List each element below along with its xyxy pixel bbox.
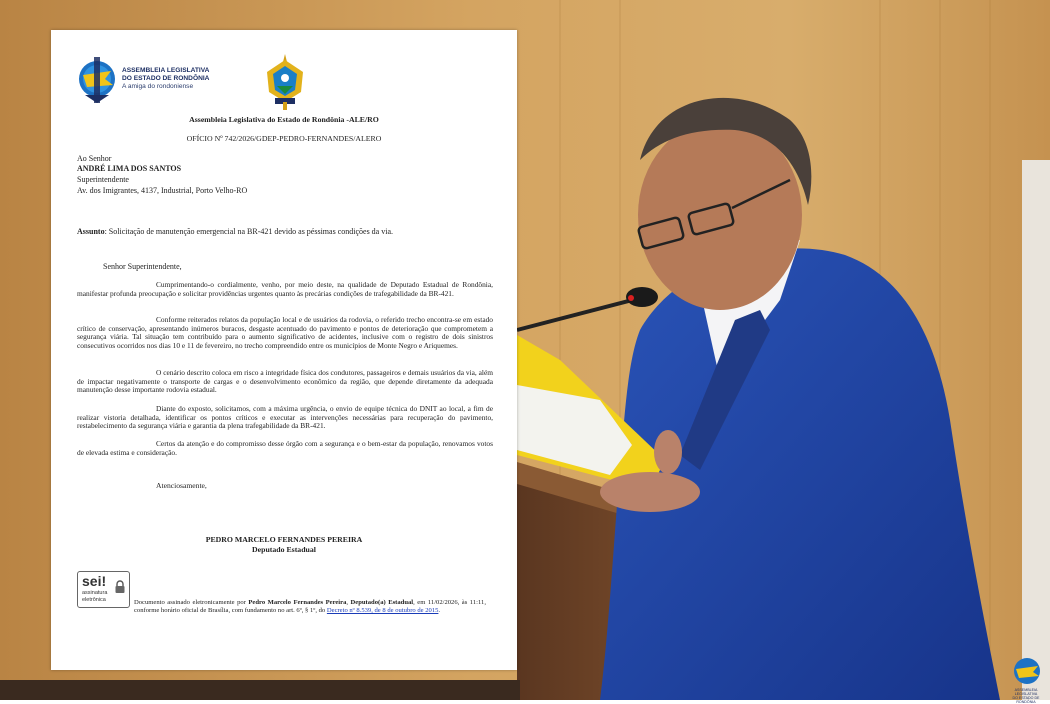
speaker-hand-2 bbox=[654, 430, 682, 474]
signer-role: Deputado Estadual bbox=[252, 545, 316, 554]
organization-title: Assembleia Legislativa do Estado de Rondônia -ALE/RO bbox=[189, 115, 379, 124]
logo-line-2: DO ESTADO DE RONDÔNIA bbox=[122, 74, 210, 82]
paragraph-2: Conforme reiterados relatos da população local e de usuários da rodovia, o referido trecho encontra-se em estado crítico de conservação, apresentando inúmeros buracos, desgaste acentuado do pavimento e pontos de deterioração que comprometem a segurança viária. Tal situação tem contribuído para o aumento significativo de acidentes, inclusive com o registro de dois sinistros consecutivos ocorridos nos dias 10 e 11 de fevereiro, no trecho compreendido entre os municípios de Monte Negro e Ariquemes. bbox=[77, 315, 493, 351]
greeting: Senhor Superintendente, bbox=[103, 262, 182, 271]
office-number: OFÍCIO Nº 742/2026/GDEP-PEDRO-FERNANDES/ALERO bbox=[186, 134, 382, 143]
watermark-text bbox=[1008, 688, 1044, 704]
assembly-logo-text bbox=[122, 67, 209, 90]
signer-name: PEDRO MARCELO FERNANDES PEREIRA bbox=[205, 535, 363, 544]
subject-label: Assunto bbox=[77, 227, 105, 236]
paragraph-3: O cenário descrito coloca em risco a integridade física dos condutores, passageiros e demais usuários da via, além de impactar negativamente o transporte de cargas e o desenvolvimento econômico da região, que depende diretamente da adequada manutenção desse importante rodovia estadual. bbox=[77, 368, 493, 395]
paragraph-4: Diante do exposto, solicitamos, com a máxima urgência, o envio de equipe técnica do DNIT ao local, a fim de realizar vistoria detalhada, identificar os pontos críticos e executar as intervenções necessárias para recuperação do pavimento, restabelecimento da segurança viária e garantia da plena trafegabilidade da BR-421. bbox=[77, 404, 493, 431]
logo-line-1: ASSEMBLEIA LEGISLATIVA bbox=[122, 67, 210, 74]
sei-note-role: Deputado(a) Estadual bbox=[350, 599, 414, 606]
microphone-led bbox=[628, 295, 634, 301]
sei-note-sep: , bbox=[346, 599, 351, 606]
assembly-logo-icon bbox=[77, 55, 119, 105]
sei-note-signer: Pedro Marcelo Fernandes Pereira bbox=[248, 599, 347, 606]
recipient-title: Superintendente bbox=[77, 175, 129, 184]
floor-shadow bbox=[0, 680, 520, 700]
speaker-hand bbox=[600, 472, 700, 512]
watermark-line-2: DO ESTADO DE RONDÔNIA bbox=[1012, 696, 1040, 704]
subject-text: : Solicitação de manutenção emergencial na BR-421 devido as péssimas condições da via. bbox=[104, 227, 394, 236]
sei-logo-sub2: eletrônica bbox=[82, 597, 106, 603]
watermark-line-1: ASSEMBLEIA LEGISLATIVA bbox=[1014, 688, 1038, 696]
paragraph-1: Cumprimentando-o cordialmente, venho, por meio deste, na qualidade de Deputado Estadual de Rondônia, manifestar profunda preocupação e solicitar providências urgentes quanto às precárias condições de trafegabilidade da BR-421. bbox=[77, 280, 493, 298]
official-letter bbox=[51, 30, 517, 670]
state-coat-of-arms-icon bbox=[263, 52, 307, 112]
recipient-name: ANDRÉ LIMA DOS SANTOS bbox=[77, 164, 182, 173]
subject-line bbox=[77, 227, 393, 237]
sei-signature-badge bbox=[77, 571, 130, 608]
white-wall-strip bbox=[1022, 160, 1050, 700]
electronic-signature-note bbox=[134, 599, 486, 615]
sei-note-end: . bbox=[438, 607, 441, 615]
recipient-address: Av. dos Imigrantes, 4137, Industrial, Porto Velho-RO bbox=[77, 186, 248, 195]
lock-icon bbox=[114, 580, 126, 594]
speaker-head bbox=[638, 120, 802, 310]
decree-link[interactable]: Decreto nº 8.539, de 8 de outubro de 2015 bbox=[326, 607, 439, 615]
paragraph-5: Certos da atenção e do compromisso desse órgão com a segurança e o bem-estar da população, renovamos votos de elevada estima e consideração. bbox=[77, 439, 493, 457]
sei-note-prefix: Documento assinado eletronicamente por bbox=[134, 599, 249, 606]
sei-logo-sub1: assinatura bbox=[82, 590, 108, 596]
sei-logo-text: sei! bbox=[82, 573, 107, 589]
closing: Atenciosamente, bbox=[156, 481, 207, 490]
watermark-logo-icon bbox=[1012, 656, 1042, 686]
logo-tagline: A amiga do rondoniense bbox=[122, 82, 194, 90]
recipient-salutation: Ao Senhor bbox=[77, 154, 112, 163]
sei-note-mid: , em 11/02/2026, às 11:11, conforme horário oficial de Brasília, com fundamento no art. 6º, § 1º, do bbox=[134, 599, 486, 615]
